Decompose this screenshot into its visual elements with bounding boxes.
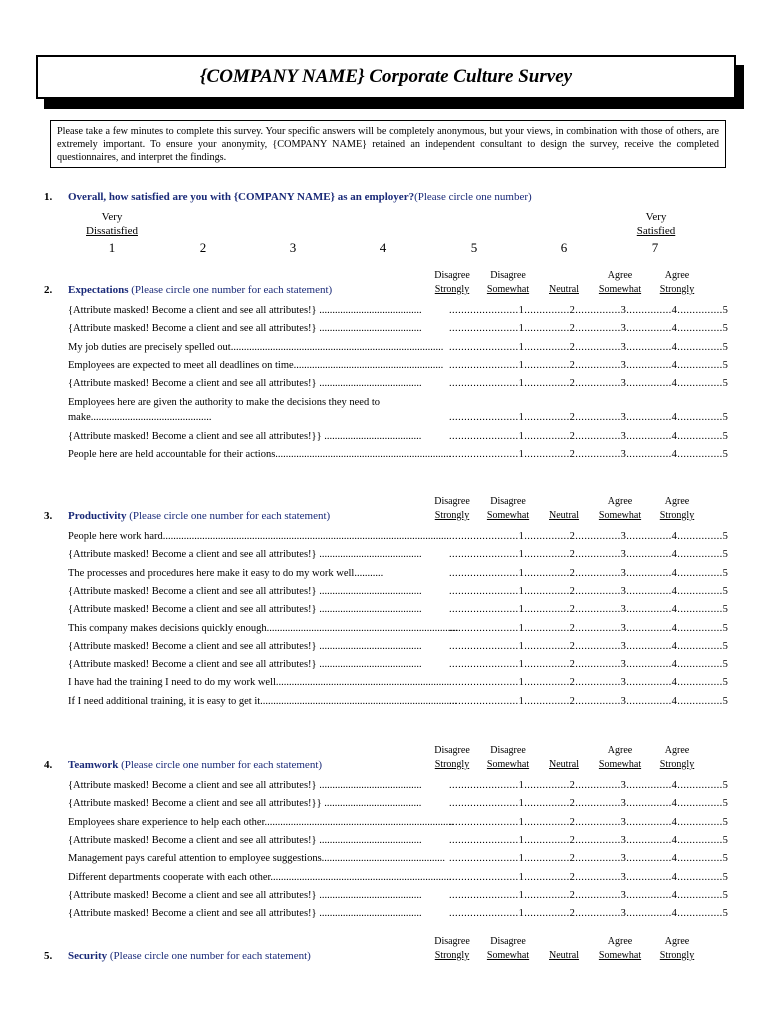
- survey-statement-row: [68, 694, 729, 709]
- rating-options[interactable]: .......................1...............2...............3...............4...............5: [449, 585, 729, 597]
- statement-text: Different departments cooperate with each other.....................................................................: [68, 871, 452, 883]
- statement-text: Employees are expected to meet all deadlines on time.........................................................: [68, 359, 444, 371]
- column-header-top: Disagree: [434, 270, 470, 281]
- column-header-bottom: Somewhat: [598, 284, 642, 295]
- column-header-bottom: Somewhat: [598, 759, 642, 770]
- column-header-bottom: Somewhat: [486, 510, 530, 521]
- survey-statement-row: [68, 851, 729, 866]
- scale-left-label-top: Very: [101, 211, 123, 223]
- scale-option-3[interactable]: 3: [289, 240, 297, 255]
- question-1: [44, 191, 532, 203]
- column-header-bottom: Strongly: [659, 284, 695, 295]
- section-number: 4.: [44, 759, 53, 771]
- scale-right-label: [624, 210, 688, 238]
- rating-options[interactable]: .......................1...............2...............3...............4...............5: [449, 659, 729, 671]
- rating-options[interactable]: .......................1...............2...............3...............4...............5: [449, 305, 729, 316]
- scale-right-label-top: Very: [645, 211, 667, 223]
- column-header: [542, 935, 586, 963]
- section-hint: (Please circle one number for each statement): [109, 950, 311, 962]
- survey-statement-row: [68, 529, 729, 544]
- column-header: [655, 744, 699, 772]
- column-header-top: Disagree: [434, 936, 470, 947]
- survey-statement-row: [68, 602, 729, 617]
- column-header: [594, 935, 646, 963]
- column-header-top: Disagree: [434, 496, 470, 507]
- column-header-top: Disagree: [434, 745, 470, 756]
- column-header-bottom: Somewhat: [486, 950, 530, 961]
- section-number: 3.: [44, 510, 53, 522]
- column-header-bottom: Strongly: [659, 950, 695, 961]
- section-hint: (Please circle one number for each statement): [131, 284, 333, 296]
- survey-statement-row: [68, 429, 729, 444]
- statement-text: People here are held accountable for their actions...................................................................: [68, 449, 452, 461]
- statement-text: {Attribute masked! Become a client and see all attributes!} .......................................: [68, 834, 422, 846]
- column-header: [482, 935, 534, 963]
- rating-options[interactable]: .......................1...............2...............3...............4...............5: [449, 323, 729, 335]
- rating-options[interactable]: .......................1...............2...............3...............4...............5: [449, 871, 729, 883]
- column-header-top: Agree: [664, 936, 690, 947]
- rating-options[interactable]: .......................1...............2...............3...............4...............5: [449, 816, 729, 828]
- column-header-bottom: Somewhat: [598, 510, 642, 521]
- survey-statement-row: [68, 566, 729, 581]
- survey-statement-row: [68, 657, 729, 672]
- survey-statement-row: [68, 778, 729, 793]
- rating-options[interactable]: .......................1...............2...............3...............4...............5: [449, 780, 729, 791]
- survey-statement-row: [68, 621, 729, 636]
- section-number: 2.: [44, 284, 53, 296]
- column-header-top: Disagree: [490, 270, 526, 281]
- column-header: [542, 744, 586, 772]
- survey-statement-row: [68, 376, 729, 391]
- rating-options[interactable]: .......................1...............2...............3...............4...............5: [449, 798, 729, 810]
- column-header-bottom: Strongly: [659, 759, 695, 770]
- survey-statement-row: [68, 447, 729, 462]
- statement-text: The processes and procedures here make it easy to do my work well...........: [68, 567, 384, 579]
- column-header-bottom: Strongly: [659, 510, 695, 521]
- scale-option-1[interactable]: 1: [108, 240, 116, 255]
- column-header-top: Agree: [607, 496, 633, 507]
- section-hint: (Please circle one number for each statement): [129, 510, 331, 522]
- section-title: [44, 284, 332, 296]
- column-header-top: Agree: [664, 496, 690, 507]
- section-hint: (Please circle one number for each statement): [121, 759, 323, 771]
- section-title: [44, 950, 311, 962]
- survey-statement-row: [68, 888, 729, 903]
- rating-options[interactable]: .......................1...............2...............3...............4...............5: [449, 378, 729, 390]
- section-name: Productivity: [68, 510, 127, 522]
- rating-options[interactable]: .......................1...............2...............3...............4...............5: [449, 677, 729, 689]
- column-header: [655, 935, 699, 963]
- title-box: [36, 55, 736, 99]
- survey-statement-row: [68, 870, 729, 885]
- section-title: [44, 510, 330, 522]
- rating-options[interactable]: .......................1...............2...............3...............4...............5: [449, 359, 729, 371]
- survey-statement-row: [68, 395, 729, 425]
- scale-option-4[interactable]: 4: [379, 240, 387, 255]
- statement-text: If I need additional training, it is easy to get it...........................................................................: [68, 695, 458, 707]
- scale-left-label-bottom: Dissatisfied: [86, 225, 138, 237]
- column-header-top: [542, 269, 586, 283]
- column-header-top: Agree: [607, 270, 633, 281]
- statement-text: {Attribute masked! Become a client and see all attributes!} .......................................: [68, 585, 422, 597]
- rating-options[interactable]: .......................1...............2...............3...............4...............5: [449, 622, 729, 634]
- survey-statement-row: [68, 547, 729, 562]
- column-header: [594, 269, 646, 297]
- column-header-bottom: Somewhat: [486, 284, 530, 295]
- survey-statement-row: [68, 815, 729, 830]
- column-header: [594, 744, 646, 772]
- statement-text: I have had the training I need to do my work well..................................................................: [68, 677, 450, 689]
- question-1-number: 1.: [44, 191, 53, 203]
- rating-options[interactable]: .......................1...............2...............3...............4...............5: [449, 853, 729, 865]
- survey-statement-row: [68, 358, 729, 373]
- rating-options[interactable]: .......................1...............2...............3...............4...............5: [449, 604, 729, 616]
- rating-options[interactable]: .......................1...............2...............3...............4...............5: [449, 531, 729, 542]
- scale-option-5[interactable]: 5: [470, 240, 478, 255]
- rating-options[interactable]: .......................1...............2...............3...............4...............5: [449, 889, 729, 901]
- column-header: [542, 495, 586, 523]
- statement-text: {Attribute masked! Become a client and see all attributes!} .......................................: [68, 640, 422, 652]
- rating-options[interactable]: .......................1...............2...............3...............4...............5: [449, 640, 729, 652]
- column-header-top: [542, 935, 586, 949]
- column-header-top: Disagree: [490, 745, 526, 756]
- column-header: [430, 269, 474, 297]
- statement-text: Employees share experience to help each other........................................................................: [68, 816, 454, 828]
- column-header: [482, 269, 534, 297]
- column-header: [655, 269, 699, 297]
- rating-options[interactable]: .......................1...............2...............3...............4...............5: [449, 549, 729, 561]
- section-title: [44, 759, 322, 771]
- survey-statement-row: [68, 584, 729, 599]
- column-header: [430, 935, 474, 963]
- survey-statement-row: [68, 639, 729, 654]
- statement-text: {Attribute masked! Become a client and see all attributes!} .......................................: [68, 889, 422, 901]
- rating-options[interactable]: .......................1...............2...............3...............4...............5: [449, 695, 729, 707]
- statement-text: {Attribute masked! Become a client and see all attributes!} .......................................: [68, 659, 422, 671]
- intro-paragraph: Please take a few minutes to complete this survey. Your specific answers will be completely anonymous, but your views, in combination with those of others, are extremely important. To ensure your anonymity, {COMPANY NAME} retained an independent consultant to design the survey, receive the completed questionnaires, and interpret the findings.: [50, 120, 726, 168]
- survey-statement-row: [68, 321, 729, 336]
- section-name: Expectations: [68, 284, 129, 296]
- rating-options[interactable]: .......................1...............2...............3...............4...............5: [449, 834, 729, 846]
- column-header-top: Disagree: [490, 936, 526, 947]
- question-1-text: Overall, how satisfied are you with {COMPANY NAME} as an employer?: [68, 191, 415, 203]
- column-header-bottom: Strongly: [434, 950, 470, 961]
- column-header-bottom: Neutral: [549, 950, 579, 961]
- column-header: [655, 495, 699, 523]
- column-header-bottom: Strongly: [434, 510, 470, 521]
- column-header-top: [542, 495, 586, 509]
- title-banner: [36, 55, 736, 99]
- rating-options[interactable]: .......................1...............2...............3...............4...............5: [449, 908, 729, 920]
- page-title: {COMPANY NAME} Corporate Culture Survey: [199, 66, 573, 87]
- survey-statement-row: [68, 833, 729, 848]
- column-header-bottom: Somewhat: [598, 950, 642, 961]
- scale-left-label: [80, 210, 144, 238]
- rating-options[interactable]: .......................1...............2...............3...............4...............5: [449, 567, 729, 579]
- column-header-top: Agree: [607, 745, 633, 756]
- column-header: [430, 495, 474, 523]
- rating-options[interactable]: .......................1...............2...............3...............4...............5: [449, 449, 729, 461]
- section-name: Teamwork: [68, 759, 119, 771]
- statement-text: People here work hard.............................................................................................................: [68, 531, 449, 542]
- column-header-bottom: Somewhat: [486, 759, 530, 770]
- statement-text: My job duties are precisely spelled out.................................................................................: [68, 341, 444, 353]
- statement-text: {Attribute masked! Become a client and see all attributes!} .......................................: [68, 305, 422, 316]
- section-number: 5.: [44, 950, 53, 962]
- statement-text: {Attribute masked! Become a client and see all attributes!} .......................................: [68, 323, 422, 335]
- survey-statement-row: [68, 796, 729, 811]
- statement-text: {Attribute masked! Become a client and see all attributes!}} .....................................: [68, 798, 422, 810]
- statement-text: {Attribute masked! Become a client and see all attributes!} .......................................: [68, 549, 422, 561]
- column-header-top: [542, 744, 586, 758]
- statement-text: Management pays careful attention to employee suggestions...............................................: [68, 853, 446, 865]
- survey-statement-row: [68, 906, 729, 921]
- column-header-top: Disagree: [490, 496, 526, 507]
- rating-options[interactable]: .......................1...............2...............3...............4...............5: [449, 431, 729, 443]
- rating-options[interactable]: .......................1...............2...............3...............4...............5: [449, 341, 729, 353]
- column-header: [542, 269, 586, 297]
- column-header-bottom: Neutral: [549, 510, 579, 521]
- scale-right-label-bottom: Satisfied: [636, 225, 676, 237]
- column-header-bottom: Strongly: [434, 284, 470, 295]
- statement-text: {Attribute masked! Become a client and see all attributes!} .......................................: [68, 378, 422, 390]
- column-header-top: Agree: [664, 745, 690, 756]
- column-header: [594, 495, 646, 523]
- survey-statement-row: [68, 675, 729, 690]
- column-header-top: Agree: [607, 936, 633, 947]
- scale-option-7[interactable]: 7: [651, 240, 659, 255]
- rating-options[interactable]: .......................1...............2...............3...............4...............5: [449, 411, 729, 423]
- scale-option-2[interactable]: 2: [199, 240, 207, 255]
- column-header-top: Agree: [664, 270, 690, 281]
- column-header: [430, 744, 474, 772]
- survey-statement-row: [68, 303, 729, 318]
- column-header-bottom: Neutral: [549, 284, 579, 295]
- statement-text: {Attribute masked! Become a client and see all attributes!} .......................................: [68, 908, 422, 920]
- section-name: Security: [68, 950, 108, 962]
- scale-option-6[interactable]: 6: [560, 240, 568, 255]
- question-1-hint: (Please circle one number): [414, 191, 532, 203]
- column-header: [482, 495, 534, 523]
- statement-text: {Attribute masked! Become a client and see all attributes!} .......................................: [68, 604, 422, 616]
- statement-text: {Attribute masked! Become a client and see all attributes!}} .....................................: [68, 431, 422, 443]
- survey-statement-row: [68, 340, 729, 355]
- column-header-bottom: Strongly: [434, 759, 470, 770]
- column-header: [482, 744, 534, 772]
- statement-text: Employees here are given the authority to make the decisions they need to make..............................................: [68, 396, 380, 423]
- column-header-bottom: Neutral: [549, 759, 579, 770]
- statement-text: {Attribute masked! Become a client and see all attributes!} .......................................: [68, 780, 422, 791]
- statement-text: This company makes decisions quickly enough.........................................................................: [68, 622, 459, 634]
